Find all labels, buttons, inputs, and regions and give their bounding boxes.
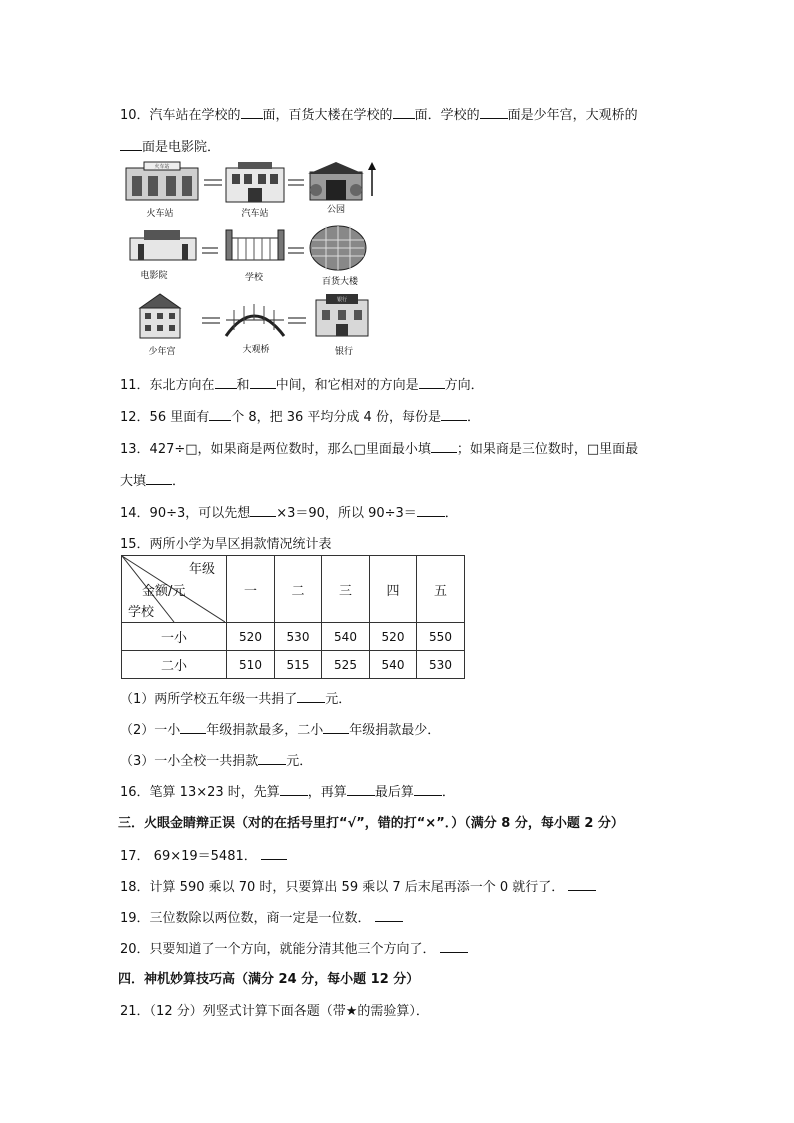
question-16: 16．笔算 13×23 时，先算 ，再算 最后算 ． bbox=[120, 785, 455, 800]
question-15-title: 15．两所小学为旱区捐款情况统计表 bbox=[120, 537, 332, 552]
bank-sign: 银行 bbox=[336, 297, 348, 303]
table-cell: 520 bbox=[227, 623, 275, 651]
answer-blank[interactable] bbox=[209, 408, 231, 421]
label-train-station: 火车站 bbox=[146, 209, 174, 219]
north-arrow-icon bbox=[368, 162, 376, 196]
question-13-line2: 大填 ． bbox=[120, 474, 186, 489]
answer-blank[interactable] bbox=[261, 847, 287, 860]
answer-blank[interactable] bbox=[120, 138, 142, 151]
equals-connector bbox=[288, 318, 306, 323]
answer-blank[interactable] bbox=[347, 783, 375, 796]
answer-blank[interactable] bbox=[250, 504, 276, 517]
question-14: 14．90÷3，可以先想 ×3＝90，所以 90÷3＝ ． bbox=[120, 506, 458, 521]
question-18: 18．计算 590 乘以 70 时，只要算出 59 乘以 7 后末尾再添一个 0 就行了． bbox=[120, 876, 596, 895]
table-cell: 530 bbox=[275, 623, 322, 651]
label-youth-palace: 少年宫 bbox=[148, 347, 176, 357]
equals-connector bbox=[202, 248, 218, 253]
equals-connector bbox=[202, 318, 220, 323]
grade-header: 三 bbox=[322, 556, 370, 623]
label-school: 学校 bbox=[244, 273, 264, 283]
train-station-sign: 火车站 bbox=[154, 164, 170, 170]
answer-blank[interactable] bbox=[241, 106, 263, 119]
town-map-illustration bbox=[122, 160, 384, 358]
table-cell: 540 bbox=[322, 623, 370, 651]
train-station-picture bbox=[126, 162, 198, 200]
answer-blank[interactable] bbox=[441, 408, 467, 421]
answer-blank[interactable] bbox=[480, 106, 508, 119]
answer-blank[interactable] bbox=[431, 440, 457, 453]
header-amount: 金额/元 bbox=[142, 584, 186, 599]
grade-header: 四 bbox=[370, 556, 417, 623]
answer-blank[interactable] bbox=[280, 783, 308, 796]
answer-blank[interactable] bbox=[146, 472, 172, 485]
question-15-sub3: （3）一小全校一共捐款 元． bbox=[120, 754, 313, 769]
question-10-line2: 面是电影院． bbox=[120, 136, 220, 155]
question-15-sub2: （2）一小 年级捐款最多，二小 年级捐款最少． bbox=[120, 723, 441, 738]
donation-table bbox=[121, 555, 465, 679]
school-name: 二小 bbox=[122, 651, 227, 679]
section-4-heading: 四．神机妙算技巧高（满分 24 分，每小题 12 分） bbox=[118, 972, 420, 987]
table-cell: 520 bbox=[370, 623, 417, 651]
question-21: 21．（12 分）列竖式计算下面各题（带★的需验算）． bbox=[120, 1004, 429, 1019]
answer-blank[interactable] bbox=[250, 376, 276, 389]
question-11: 11．东北方向在 和 中间，和它相对的方向是 方向． bbox=[120, 378, 484, 393]
cinema-picture bbox=[130, 230, 196, 260]
bus-station-picture bbox=[226, 162, 284, 202]
answer-blank[interactable] bbox=[258, 752, 286, 765]
equals-connector bbox=[288, 248, 304, 253]
equals-connector bbox=[288, 180, 304, 185]
answer-blank[interactable] bbox=[180, 721, 206, 734]
table-cell: 515 bbox=[275, 651, 322, 679]
table-cell: 550 bbox=[417, 623, 465, 651]
answer-blank[interactable] bbox=[414, 783, 442, 796]
park-picture bbox=[308, 162, 364, 200]
answer-blank[interactable] bbox=[440, 940, 468, 953]
question-19: 19．三位数除以两位数，商一定是一位数． bbox=[120, 907, 403, 926]
answer-blank[interactable] bbox=[568, 878, 596, 891]
school-name: 一小 bbox=[122, 623, 227, 651]
answer-blank[interactable] bbox=[297, 690, 325, 703]
table-cell: 525 bbox=[322, 651, 370, 679]
answer-blank[interactable] bbox=[215, 376, 237, 389]
table-header-row bbox=[122, 556, 465, 623]
label-bus-station: 汽车站 bbox=[241, 209, 269, 219]
question-20: 20．只要知道了一个方向，就能分清其他三个方向了． bbox=[120, 938, 468, 957]
label-park: 公园 bbox=[326, 205, 346, 215]
grade-header: 五 bbox=[417, 556, 465, 623]
table-row bbox=[122, 623, 465, 651]
school-gate-picture bbox=[226, 230, 284, 260]
header-grade: 年级 bbox=[188, 562, 215, 577]
answer-blank[interactable] bbox=[323, 721, 349, 734]
grade-header: 二 bbox=[275, 556, 322, 623]
grade-header: 一 bbox=[227, 556, 275, 623]
question-15-sub1: （1）两所学校五年级一共捐了 元． bbox=[120, 692, 352, 707]
table-corner-cell bbox=[122, 556, 227, 623]
table-row bbox=[122, 651, 465, 679]
header-school: 学校 bbox=[128, 605, 155, 620]
answer-blank[interactable] bbox=[417, 504, 445, 517]
answer-blank[interactable] bbox=[375, 909, 403, 922]
label-bank: 银行 bbox=[334, 347, 354, 357]
label-cinema: 电影院 bbox=[140, 271, 168, 281]
bridge-picture bbox=[226, 304, 284, 336]
label-department-store: 百货大楼 bbox=[321, 277, 359, 287]
table-cell: 510 bbox=[227, 651, 275, 679]
question-17: 17． 69×19＝5481． bbox=[120, 845, 287, 864]
equals-connector bbox=[204, 180, 222, 185]
section-3-heading: 三．火眼金睛辩正误（对的在括号里打“√”，错的打“×”．）（满分 8 分，每小题 2 分） bbox=[118, 816, 624, 831]
youth-palace-picture bbox=[140, 294, 180, 338]
answer-blank[interactable] bbox=[393, 106, 415, 119]
question-10-line1: 10．汽车站在学校的 面，百货大楼在学校的 面．学校的 面是少年宫，大观桥的 bbox=[120, 108, 638, 123]
label-bridge: 大观桥 bbox=[242, 345, 270, 355]
table-cell: 530 bbox=[417, 651, 465, 679]
question-13-line1: 13．427÷□，如果商是两位数时，那么□里面最小填 ；如果商是三位数时，□里面最 bbox=[120, 442, 639, 457]
question-12: 12．56 里面有 个 8，把 36 平均分成 4 份，每份是 ． bbox=[120, 410, 480, 425]
department-store-picture bbox=[310, 226, 366, 270]
bank-picture bbox=[316, 294, 368, 336]
table-cell: 540 bbox=[370, 651, 417, 679]
answer-blank[interactable] bbox=[419, 376, 445, 389]
